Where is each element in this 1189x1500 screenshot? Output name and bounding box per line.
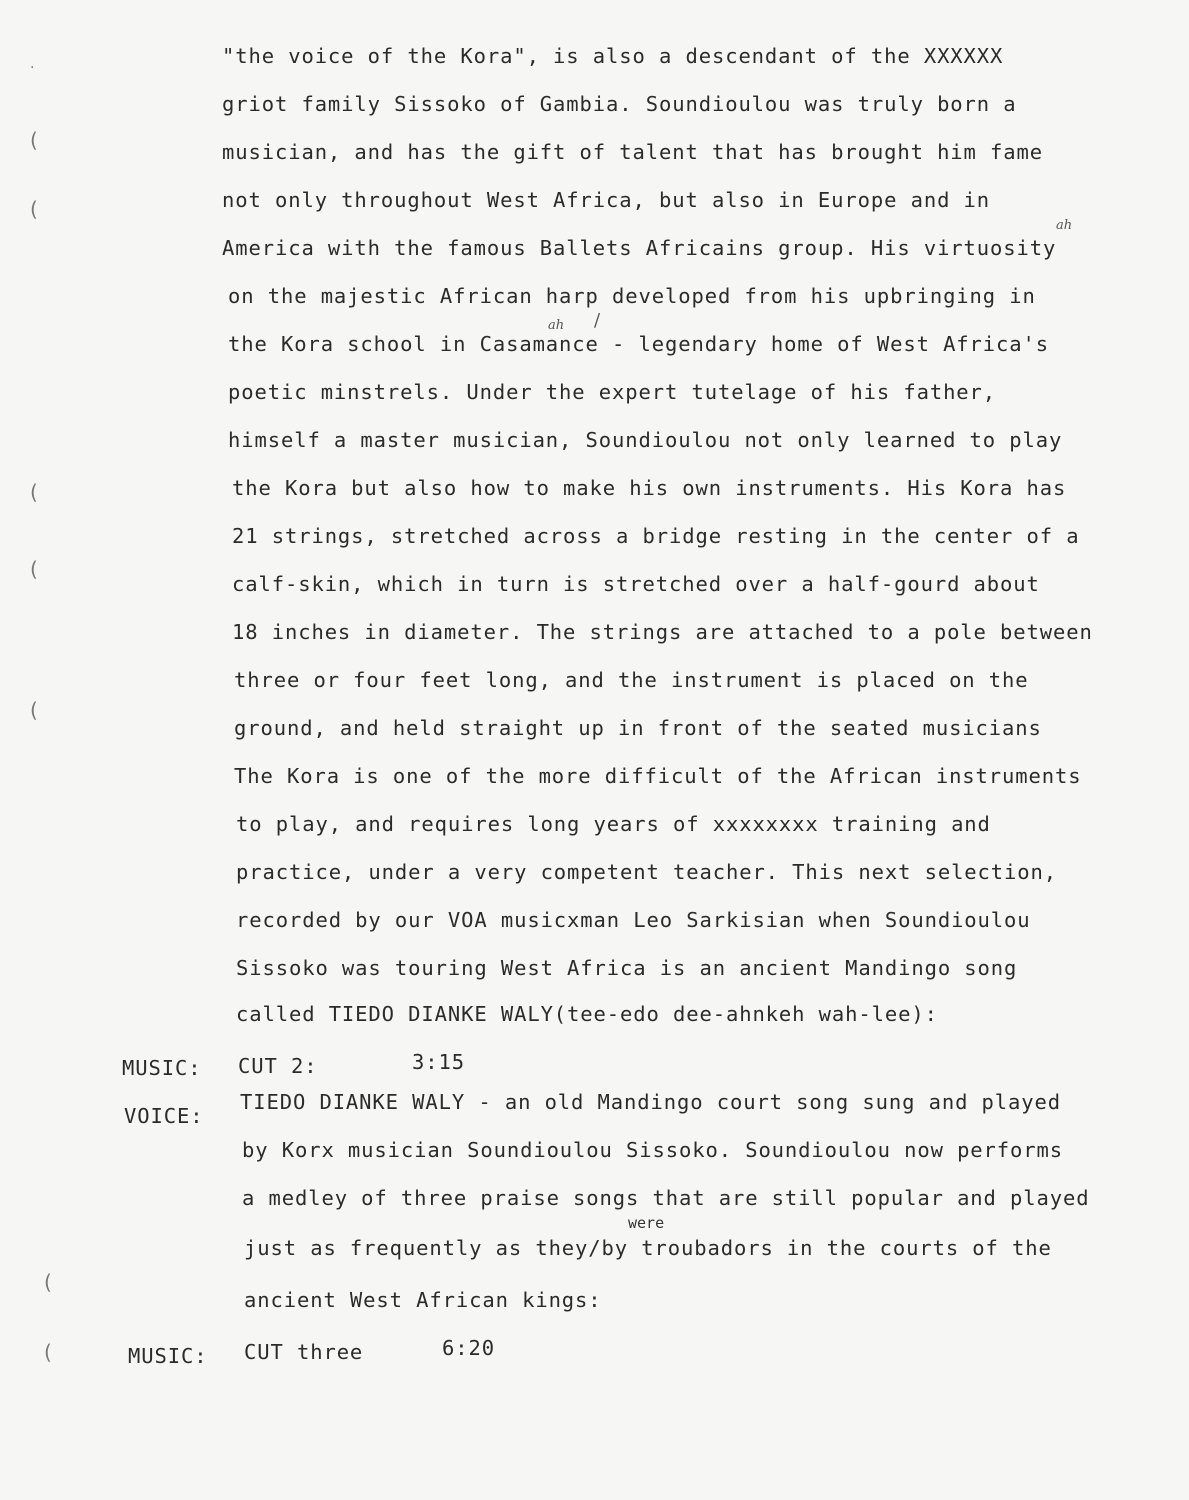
body-line: practice, under a very competent teacher. This next selection, — [236, 860, 1058, 884]
margin-mark: ( — [30, 698, 38, 722]
cue-label: MUSIC: — [122, 1056, 202, 1080]
body-line: poetic minstrels. Under the expert tutelage of his father, — [228, 380, 997, 404]
body-line: recorded by our VOA musicxman Leo Sarkisian when Soundioulou — [236, 908, 1031, 932]
cue-label: VOICE: — [124, 1104, 204, 1128]
margin-mark: ( — [30, 197, 38, 221]
margin-mark: ( — [44, 1270, 52, 1294]
body-line: on the majestic African harp developed from his upbringing in — [228, 284, 1036, 308]
body-line: the Kora school in Casamance - legendary home of West Africa's — [228, 332, 1050, 356]
body-line: three or four feet long, and the instrument is placed on the — [234, 668, 1029, 692]
margin-mark: · — [30, 60, 35, 76]
body-line: ground, and held straight up in front of the seated musicians — [234, 716, 1042, 740]
voice-line: just as frequently as they/by troubadors in the courts of the — [244, 1236, 1052, 1260]
cue-time: 6:20 — [442, 1336, 495, 1360]
body-line: "the voice of the Kora", is also a descendant of the XXXXXX — [222, 44, 1004, 68]
body-line: 21 strings, stretched across a bridge resting in the center of a — [232, 524, 1080, 548]
handwritten-note: ah — [548, 318, 565, 333]
cue-text: CUT 2: — [238, 1054, 318, 1078]
voice-line: ancient West African kings: — [244, 1288, 602, 1312]
body-line: himself a master musician, Soundioulou not only learned to play — [228, 428, 1063, 452]
margin-mark: ( — [30, 480, 38, 504]
voice-line: by Korx musician Soundioulou Sissoko. Soundioulou now performs — [242, 1138, 1064, 1162]
voice-line: a medley of three praise songs that are still popular and played — [242, 1186, 1090, 1210]
body-line: The Kora is one of the more difficult of the African instruments — [234, 764, 1082, 788]
body-line: Sissoko was touring West Africa is an ancient Mandingo song — [236, 956, 1018, 980]
body-line: musician, and has the gift of talent that has brought him fame — [222, 140, 1044, 164]
handwritten-note: ah — [1056, 218, 1073, 233]
body-line: 18 inches in diameter. The strings are attached to a pole between — [232, 620, 1093, 644]
body-line: America with the famous Ballets Africains group. His virtuosity — [222, 236, 1057, 260]
voice-line: TIEDO DIANKE WALY - an old Mandingo court song sung and played — [240, 1090, 1062, 1114]
cue-time: 3:15 — [412, 1050, 465, 1074]
cue-label: MUSIC: — [128, 1344, 208, 1368]
body-line: called TIEDO DIANKE WALY(tee-edo dee-ahnkeh wah-lee): — [236, 1002, 938, 1026]
body-line: the Kora but also how to make his own instruments. His Kora has — [232, 476, 1067, 500]
cue-text: CUT three — [244, 1340, 364, 1364]
handwritten-note: were — [628, 1214, 665, 1232]
margin-mark: ( — [30, 128, 38, 152]
body-line: calf-skin, which in turn is stretched over a half-gourd about — [232, 572, 1040, 596]
handwritten-note: / — [594, 310, 601, 331]
body-line: not only throughout West Africa, but also in Europe and in — [222, 188, 991, 212]
margin-mark: ( — [44, 1340, 52, 1364]
body-line: to play, and requires long years of xxxxxxxx training and — [236, 812, 991, 836]
body-line: griot family Sissoko of Gambia. Soundioulou was truly born a — [222, 92, 1017, 116]
margin-mark: ( — [30, 557, 38, 581]
